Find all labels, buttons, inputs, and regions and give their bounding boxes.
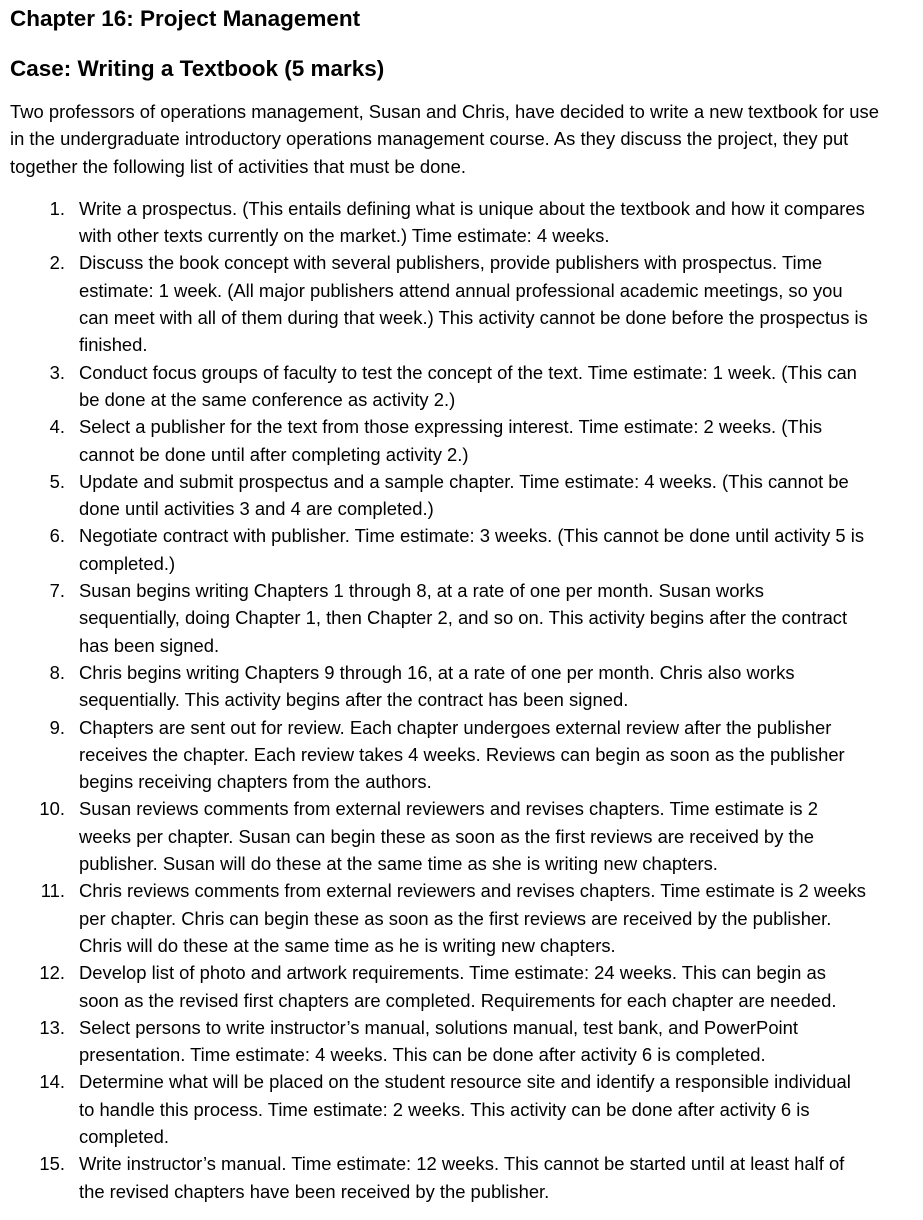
- list-item-number: 3.: [49, 361, 65, 383]
- list-item: [10, 577, 869, 659]
- list-item-number: 12.: [39, 962, 65, 984]
- list-item-text: Chris reviews comments from external reviewers and revises chapters. Time estimate is 2 weeks per chapter. Chris can begin these as soon as the first reviews are received by the publisher. Chris will do these at the same time as he is writing new chapters.: [79, 880, 866, 956]
- list-item: [10, 1150, 869, 1205]
- list-item-number: 9.: [49, 716, 65, 738]
- list-item-number: 11.: [40, 880, 65, 902]
- list-item-text: Chris begins writing Chapters 9 through 16, at a rate of one per month. Chris also works sequentially. This activity begins after the contract has been signed.: [79, 661, 795, 711]
- list-item-text: Write a prospectus. (This entails defining what is unique about the textbook and how it compares with other texts currently on the market.) Time estimate: 4 weeks.: [79, 197, 865, 247]
- list-item: [10, 1068, 869, 1150]
- list-item-text: Susan begins writing Chapters 1 through 8, at a rate of one per month. Susan works sequentially, doing Chapter 1, then Chapter 2, and so on. This activity begins after the contract has been signed.: [79, 580, 848, 656]
- list-item-number: 1.: [49, 197, 65, 219]
- activity-list: [10, 195, 913, 1205]
- list-item-text: Update and submit prospectus and a sample chapter. Time estimate: 4 weeks. (This cannot be done until activities 3 and 4 are completed.): [79, 470, 849, 520]
- list-item: [10, 959, 869, 1014]
- list-item-text: Select persons to write instructor’s manual, solutions manual, test bank, and PowerPoint presentation. Time estimate: 4 weeks. This can be done after activity 6 is completed.: [79, 1016, 798, 1066]
- list-item-text: Susan reviews comments from external reviewers and revises chapters. Time estimate is 2 weeks per chapter. Susan can begin these as soon as the first reviews are received by the publisher. Susan will do these at the same time as she is writing new chapters.: [79, 798, 818, 875]
- list-item-text: Conduct focus groups of faculty to test the concept of the text. Time estimate: 1 week. (This can be done at the same conference as activity 2.): [79, 361, 857, 410]
- list-item: [10, 468, 869, 523]
- list-item: [10, 1014, 869, 1069]
- list-item-number: 14.: [39, 1071, 65, 1093]
- list-item-text: Select a publisher for the text from those expressing interest. Time estimate: 2 weeks. (This cannot be done until after completing activity 2.): [79, 416, 823, 465]
- list-item-number: 6.: [49, 525, 65, 547]
- list-item-text: Discuss the book concept with several publishers, provide publishers with prospectus. Time estimate: 1 week. (All major publishers attend annual professional academic meetings, so you can meet with all of them during that week.) This activity cannot be done before the prospectus is finished.: [79, 252, 868, 356]
- list-item: [10, 249, 869, 358]
- list-item: [10, 795, 869, 877]
- list-item: [10, 714, 869, 796]
- list-item-number: 7.: [49, 580, 65, 602]
- list-item-number: 8.: [49, 661, 65, 683]
- list-item-text: Negotiate contract with publisher. Time estimate: 3 weeks. (This cannot be done until activity 5 is completed.): [79, 525, 865, 574]
- list-item-text: Determine what will be placed on the student resource site and identify a responsible individual to handle this process. Time estimate: 2 weeks. This activity can be done after activity 6 is completed.: [79, 1071, 851, 1147]
- list-item-number: 4.: [49, 416, 65, 438]
- case-title: Case: Writing a Textbook (5 marks): [10, 56, 385, 81]
- list-item-text: Develop list of photo and artwork requirements. Time estimate: 24 weeks. This can begin as soon as the revised first chapters are completed. Requirements for each chapter are needed.: [79, 962, 837, 1011]
- list-item-text: Write instructor’s manual. Time estimate: 12 weeks. This cannot be started until at least half of the revised chapters have been received by the publisher.: [79, 1153, 845, 1202]
- chapter-title: Chapter 16: Project Management: [10, 6, 361, 31]
- list-item: [10, 659, 869, 714]
- list-item: [10, 195, 869, 250]
- list-item: [10, 877, 869, 959]
- list-item-number: 15.: [39, 1153, 65, 1175]
- list-item-number: 13.: [39, 1016, 65, 1038]
- intro-paragraph: Two professors of operations management, Susan and Chris, have decided to write a new textbook for use in the undergraduate introductory operations management course. As they discuss the project, they put together the following list of activities that must be done.: [10, 101, 879, 177]
- list-item-text: Chapters are sent out for review. Each chapter undergoes external review after the publisher receives the chapter. Each review takes 4 weeks. Reviews can begin as soon as the publisher begins receiving chapters from the authors.: [79, 716, 845, 793]
- list-item: [10, 359, 869, 414]
- list-item-number: 5.: [49, 470, 65, 492]
- list-item-number: 2.: [49, 252, 65, 274]
- list-item-number: 10.: [39, 798, 65, 820]
- list-item: [10, 413, 869, 468]
- list-item: [10, 522, 869, 577]
